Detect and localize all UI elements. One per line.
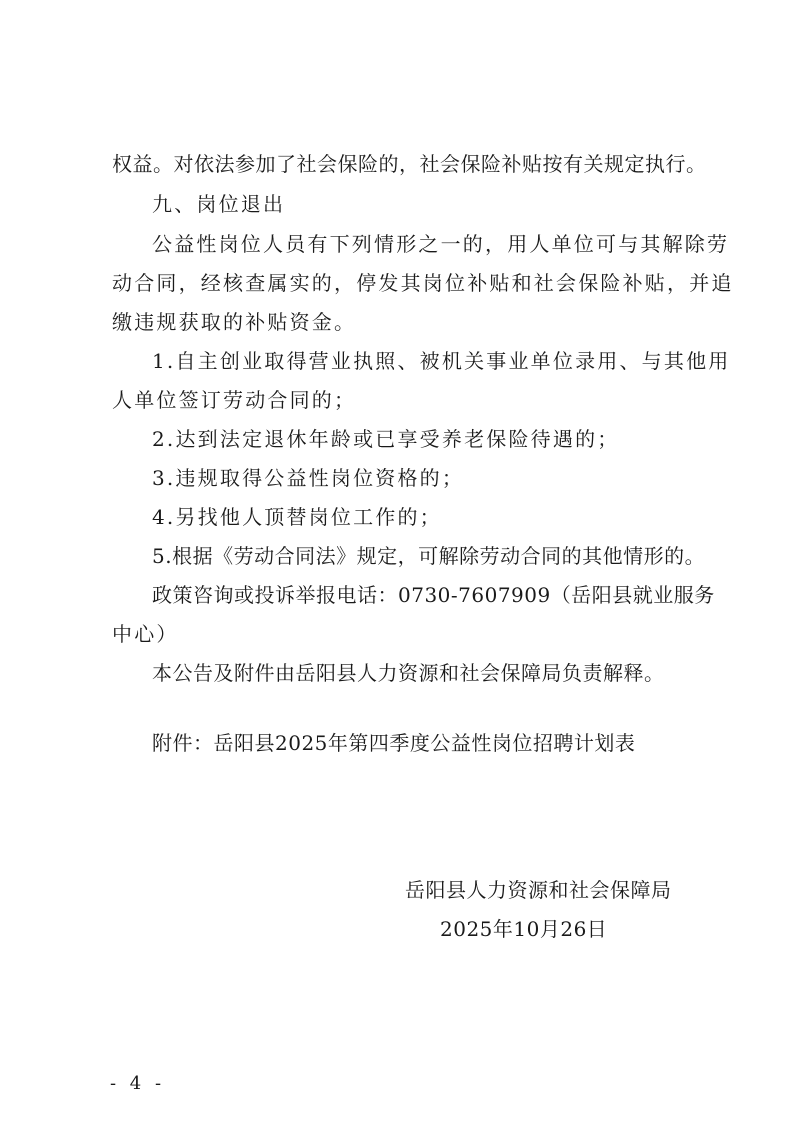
paragraph-line: 公益性岗位人员有下列情形之一的，用人单位可与其解除劳: [152, 232, 730, 256]
list-item: 5.根据《劳动合同法》规定，可解除劳动合同的其他情形的。: [152, 544, 706, 568]
paragraph-line: 权益。对依法参加了社会保险的，社会保险补贴按有关规定执行。: [112, 152, 707, 176]
paragraph-line: 缴违规获取的补贴资金。: [112, 310, 357, 334]
attachment-line: 附件：岳阳县2025年第四季度公益性岗位招聘计划表: [152, 731, 636, 755]
list-item: 4.另找他人顶替岗位工作的；: [152, 505, 442, 529]
list-item: 2.达到法定退休年龄或已享受养老保险待遇的；: [152, 427, 620, 451]
contact-line-continuation: 中心）: [112, 622, 179, 646]
list-item: 1.自主创业取得营业执照、被机关事业单位录用、与其他用: [152, 349, 731, 373]
interpretation-note: 本公告及附件由岳阳县人力资源和社会保障局负责解释。: [152, 661, 665, 685]
contact-line: 政策咨询或投诉举报电话：0730-7607909（岳阳县就业服务: [152, 583, 715, 607]
list-item: 3.违规取得公益性岗位资格的；: [152, 466, 465, 490]
section-heading: 九、岗位退出: [152, 192, 286, 216]
page-number: - 4 -: [110, 1073, 166, 1094]
signature-org: 岳阳县人力资源和社会保障局: [405, 878, 672, 902]
signature-date: 2025年10月26日: [440, 917, 608, 941]
list-item-continuation: 人单位签订劳动合同的；: [112, 388, 357, 412]
paragraph-line: 动合同，经核查属实的，停发其岗位补贴和社会保险补贴，并追: [112, 271, 734, 295]
